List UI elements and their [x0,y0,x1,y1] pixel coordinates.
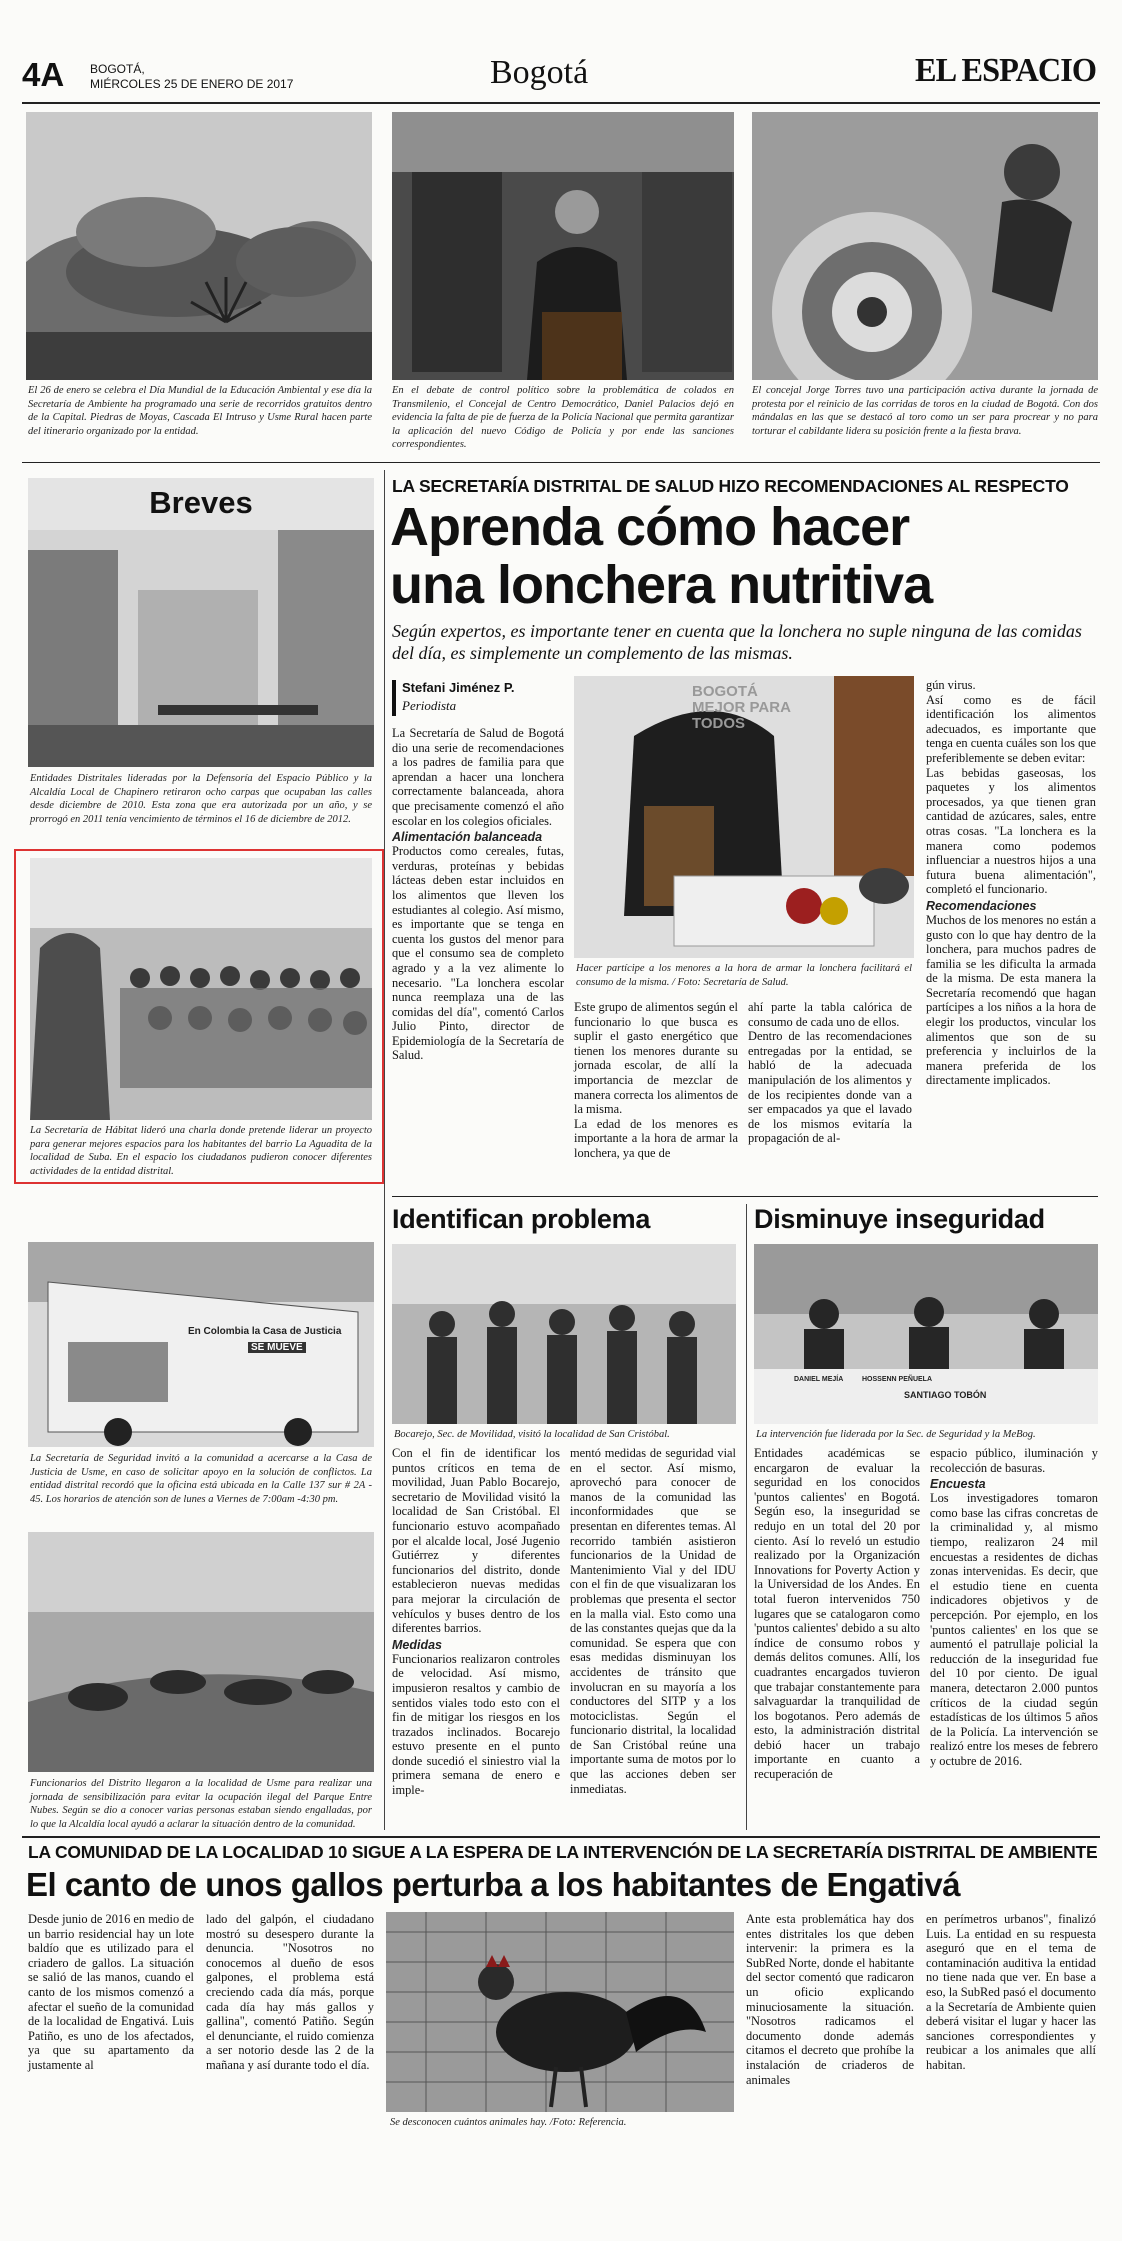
caption-transmilenio-debate: En el debate de control político sobre la problemática de colados en Transmilenio, el Concejal de Centro Democrático, Daniel Palacios dejó en evidencia la falta de pie de fuerza de la Policía Nacional que permita garantizar la aplicación del nuevo Código de Policía y por ende las sanciones correspondientes. [392,385,734,450]
disminuye-col1-p1: Entidades académicas se encargaron de evaluar la seguridad en los conocidos 'puntos calientes' en Bogotá. Según eso, la inseguridad se redujo en un total del 20 por ciento. Así lo reveló un estudio realizado por la Organización Innovations for Poverty Action y la Universidad de los Andes. En total fueron intervenidos 750 lugares que se catalogaron como 'puntos calientes' debido a su alto índice de consumo robos y demás delitos comunes. Allí, los cuadrantes encargados tuvieron que trabajar constantemente para salvaguardar la tranquilidad de los bogotanos. Pero además de esto, la administración distrital debió hacer un trabajo importante en cuanto a recuperación de [754,1446,920,1782]
rule-mid [392,1196,1098,1197]
photo-parque-entre-nubes [28,1532,374,1772]
gallos-col-4 [926,1912,1096,2073]
lunch-col4-p4: Muchos de los menores no están a gusto con lo que hay dentro de la lonchera, para muchos padres de familia se les dificulta la armada de la misma. De esta manera la Secretaría recomendó que hagan partícipes a los niños a la hora de elegir los productos, vincular los alimentos que son de su preferencia y incluirlos de la manera preferida de los directamente implicados. [926,912,1096,1088]
header-rule [22,102,1100,104]
caption-casa-justicia: La Secretaría de Seguridad invitó a la comunidad a acercarse a la Casa de Justicia de Usme, en caso de solicitar apoyo en la solución de conflictos. La entidad distrital recordó que la oficina está ubicada en la Calle 137 sur # 2A - 45. Los horarios de atención son de lunes a Viernes de 7:00am -4:30 pm. [30,1453,372,1505]
bus-sign-text-2: SE MUEVE [248,1342,306,1353]
breves-header [28,478,374,530]
photo-casa-justicia-bus [28,1242,374,1447]
lunch-col1-p1: La Secretaría de Salud de Bogotá dio una serie de recomendaciones a los padres de familia para que aprendan a hacer una lonchera correctamente balanceada, ahora que precisamente comenzó el año escolar en los colegios oficiales. [392,726,564,828]
caption-toros-mandalas: El concejal Jorge Torres tuvo una participación activa durante la jornada de protesta por el reinicio de las corridas de toros en la ciudad de Bogotá. Con dos mándalas en las que se destacó al toro como un ser para procrear y no para torturar el cabildante lidera su posición frente a la fiesta brava. [752,385,1098,437]
caption-san-cristobal: Bocarejo, Sec. de Movilidad, visitó la localidad de San Cristóbal. [394,1429,670,1440]
caption-chapinero-carpas: Entidades Distritales lideradas por la Defensoría del Espacio Público y la Alcaldía Local de Chapinero retiraron ocho carpas que ocupaban las calles desde diciembre de 2010. Esta zona que era autorizada por un año, y se prorrogó en 2011 tenía vencimiento de términos el 16 de diciembre de 2012. [30,773,372,825]
highlight-box [14,849,384,1184]
lunch-col4-p2: Así como es de fácil identificación los alimentos adecuados, es importante que tenga en cuenta cuáles son los que preferiblemente se deben evitar: [926,692,1096,765]
identifican-title: Identifican problema [392,1204,651,1234]
rule-bottom-section [22,1836,1100,1838]
lunch-col-4 [926,678,1096,1088]
lunch-col4-p3: Las bebidas gaseosas, los paquetes y los alimentos procesados, ya que tienen gran cantidad de azúcares, sales, entre otras cosas. "La lonchera es la manera como podemos influenciar a nuestros hijos a una futura buena alimentación", completó el funcionario. [926,765,1096,897]
identifican-col-2 [570,1446,736,1796]
caption-gallo: Se desconocen cuántos animales hay. /Foto: Referencia. [390,2117,627,2128]
disminuye-col2-p1: espacio público, iluminación y recolección de basuras. [930,1446,1098,1475]
header-date: MIÉRCOLES 25 DE ENERO DE 2017 [90,77,294,91]
gallos-col-3 [746,1912,914,2087]
disminuye-col-2 [930,1446,1098,1768]
lunch-subhead-recomendaciones: Recomendaciones [926,898,1037,913]
caption-education-ambiental: El 26 de enero se celebra el Día Mundial de la Educación Ambiental y ese día la Secretaría de Ambiente ha programado una serie de recorridos gratuitos dentro de la Capital. Piedras de Moyas, Cascada El Intruso y Usme Rural hacen parte del itinerario organizado por la entidad. [28,385,372,437]
lunch-col2-p1: Este grupo de alimentos según el funcionario lo que busca es suplir el gasto energético que tienen los menores durante su jornada escolar, de allí la importancia de mezclar de manera correcta los alimentos de la misma. [574,1000,738,1117]
photo-san-cristobal-visit [392,1244,736,1424]
author-role: Periodista [402,698,457,713]
masthead: EL ESPACIO [915,52,1097,89]
mid-divider [746,1204,747,1830]
name-tag-3: SANTIAGO TOBÓN [904,1390,987,1400]
caption-habitat-charla: La Secretaría de Hábitat lideró una charla donde pretende liderar un proyecto para generar mejores espacios para los habitantes del barrio La Aguadita de la localidad de Suba. En el espacio los ciudadanos pudieron conocer diferentes actividades de la entidad distrital. [30,1125,372,1177]
lunch-subhead-alimentacion: Alimentación balanceada [392,830,543,845]
lunch-col-3 [748,1000,912,1146]
photo-lonchera [574,676,914,958]
lunch-col2-p2: La edad de los menores es importante a la hora de armar la lonchera, ya que de [574,1116,738,1160]
identifican-col1-p1: Con el fin de identificar los puntos críticos en tema de movilidad, Juan Pablo Bocarejo, secretario de Movilidad visitó la localidad de San Cristóbal. El funcionario estuvo acompañado por el alcalde local, José Jugenio Gutiérrez y diferentes funcionarios del distrito, donde establecieron nuevas medidas para mejorar la circulación de vehículos y buses dentro de los diferentes barrios. [392,1446,560,1636]
author-name: Stefani Jiménez P. [402,680,515,695]
section-title: Bogotá [490,54,589,91]
gallos-col-2 [206,1912,374,2073]
photo-chapinero-street [28,530,374,767]
lunch-headline-2: una lonchera nutritiva [390,555,933,615]
disminuye-col2-p2: Los investigadores tomaron como base las cifras concretas de la criminalidad y, al mismo tiempo, realizaron 24 mil encuestas a residentes de dichas zonas intervenidas. Es decir, que el estudio tiene en cuenta indicadores objetivos y de percepción. Por ejemplo, en los 'puntos calientes' en los que se aumentó el patrullaje policial la reducción de la inseguridad fue del 10 por ciento. De igual manera, detectaron 2.000 puntos críticos de la ciudad según estadísticas de los últimos 5 años de la Policía. La intervención se realizó entre los meses de febrero y octubre de 2016. [930,1491,1098,1768]
caption-lonchera: Hacer partícipe a los menores a la hora de armar la lonchera facilitará el consumo de la misma. / Foto: Secretaría de Salud. [576,963,912,988]
gallos-col2-p1: lado del galpón, el ciudadano mostró su desespero durante la denuncia. "Nosotros no conocemos al dueño de esos galpones, el problema está creciendo cada día más, porque cada día hay más gallos y gallina", comentó Patiño. Según el denunciante, el ruido comienza a ser notorio desde las 2 de la mañana y así durante todo el día. [206,1912,374,2072]
name-tag-1: DANIEL MEJÍA [794,1376,844,1383]
gallos-col1-p1: Desde junio de 2016 en medio de un barrio residencial hay un lote baldío que es utilizado para el criadero de gallos. La situación se salió de las manos, cuando el canto de los mismos comenzó a afectar el sueño de la comunidad de la localidad de Engativá. Luis Patiño, es uno de los afectados, ya que su apartamento da justamente al [28,1912,194,2072]
author-bar [392,680,396,716]
lunch-col3-p2: Dentro de las recomendaciones entregadas por la entidad, se habló de la adecuada manipulación de los alimentos y de los recipientes donde van a ser empacados ya que el lavado de los mismos evitaría la propagación de al- [748,1029,912,1146]
name-tag-2: HOSSENN PEÑUELA [862,1376,933,1383]
identifican-col-1 [392,1446,560,1798]
bus-sign-text: En Colombia la Casa de Justicia [188,1326,342,1337]
breves-divider [384,470,385,1830]
lunch-headline-1: Aprenda cómo hacer [390,497,910,557]
lunch-col-2 [574,1000,738,1161]
photo-security-panel [754,1244,1098,1424]
lunch-col3-p1: ahí parte la tabla calórica de consumo de cada uno de ellos. [748,1000,912,1029]
gallos-col3-p1: Ante esta problemática hay dos entes distritales los que deben intervenir: la primera es la SubRed Norte, donde el habitante del sector comentó que radicaron un oficio explicando minuciosamente la situación. "Nosotros radicamos el documento donde además citamos el decreto que prohíbe la instalación de criaderos de animales [746,1912,914,2087]
breves-title: Breves [149,485,253,520]
photo-gallo [386,1912,734,2112]
photo-lonchera-logo: BOGOTÁ MEJOR PARA TODOS [692,683,791,732]
gallos-headline: El canto de unos gallos perturba a los habitantes de Engativá [26,1866,961,1903]
gallos-kicker: LA COMUNIDAD DE LA LOCALIDAD 10 SIGUE A LA ESPERA DE LA INTERVENCIÓN DE LA SECRETARÍA DISTRITAL DE AMBIENTE [28,1842,1098,1862]
caption-parque-entre-nubes: Funcionarios del Distrito llegaron a la localidad de Usme para realizar una jornada de sensibilización para evitar la ocupación ilegal del Parque Entre Nubes. Según se dio a conocer varias personas estaban siendo engalladas, por lo que la Alcaldía local ayudó a aclarar la situación dentro de la comunidad. [30,1778,372,1830]
identifican-col1-p2: Funcionarios realizaron controles de velocidad. Así mismo, impusieron resaltos y cambio de sentidos viales todo esto con el fin de mitigar los riesgos en los trazados inclinados. Bocarejo estuvo presente en el punto donde sucedió el siniestro vial la primera semana de enero e imple- [392,1651,560,1798]
lunch-col1-p2: Productos como cereales, futas, verduras, proteínas y bebidas lácteas deben estar incluidos en los alimentos que lleven los estudiantes al colegio. Así mismo, es importante que se tenga en cuenta los gustos del menor para que el consumo sea de completo agrado y a la vez alimente lo necesario. "La lonchera escolar nunca reemplaza una de las comidas del día", comentó Carlos Julio Pinto, director de Epidemiología de la Secretaría de Salud. [392,844,564,1063]
photo-rocks [26,112,372,380]
photo-concejal-podium [392,112,734,380]
gallos-col-1 [28,1912,194,2073]
lunch-col-1 [392,726,564,1063]
lunch-deck: Según expertos, es importante tener en cuenta que la lonchera no suple ninguna de las comidas del día, es simplemente un complemento de las mismas. [392,621,1082,663]
page-number: 4A [22,56,65,93]
photo-mandala-protest [752,112,1098,380]
identifican-subhead-medidas: Medidas [392,1637,443,1652]
header-city: BOGOTÁ, [90,62,145,76]
disminuye-title: Disminuye inseguridad [754,1204,1045,1234]
disminuye-col-1 [754,1446,920,1782]
lunch-kicker: LA SECRETARÍA DISTRITAL DE SALUD HIZO RECOMENDACIONES AL RESPECTO [392,476,1069,496]
rule-top-section [22,462,1100,463]
caption-mebog: La intervención fue liderada por la Sec. de Seguridad y la MeBog. [756,1429,1036,1440]
gallos-col4-p1: en perímetros urbanos", finalizó Luis. La entidad en su respuesta aseguró que en el tema de contaminación auditiva la entidad no tiene nada que ver. En base a eso, la SubRed pasó el documento a la Secretaría de Ambiente quien deberá visitar el lugar y hacer las sanciones correspondientes y reubicar a los animales que allí habitan. [926,1912,1096,2072]
identifican-col2-p1: mentó medidas de seguridad vial en el sector. Así mismo, aprovechó para conocer de manos de la comunidad las inconformidades que se presentan en diferentes temas. Al recorrido también asistieron funcionarios de la Unidad de Mantenimiento Vial y del IDU con el fin de que visualizaran los problemas que presenta el sector en la malla vial. Esto como una de las constantes quejas que da la comunidad. Se espera que con esas medidas disminuyan los accidentes de tránsito que involucran en su mayoría a los conductores del SITP y a los motociclistas. Según el funcionario distrital, la localidad de San Cristóbal reúne una importante suma de motos por lo que las acciones deben ser inmediatas. [570,1446,736,1796]
lunch-col4-p1: gún virus. [926,678,976,692]
disminuye-subhead-encuesta: Encuesta [930,1477,986,1492]
